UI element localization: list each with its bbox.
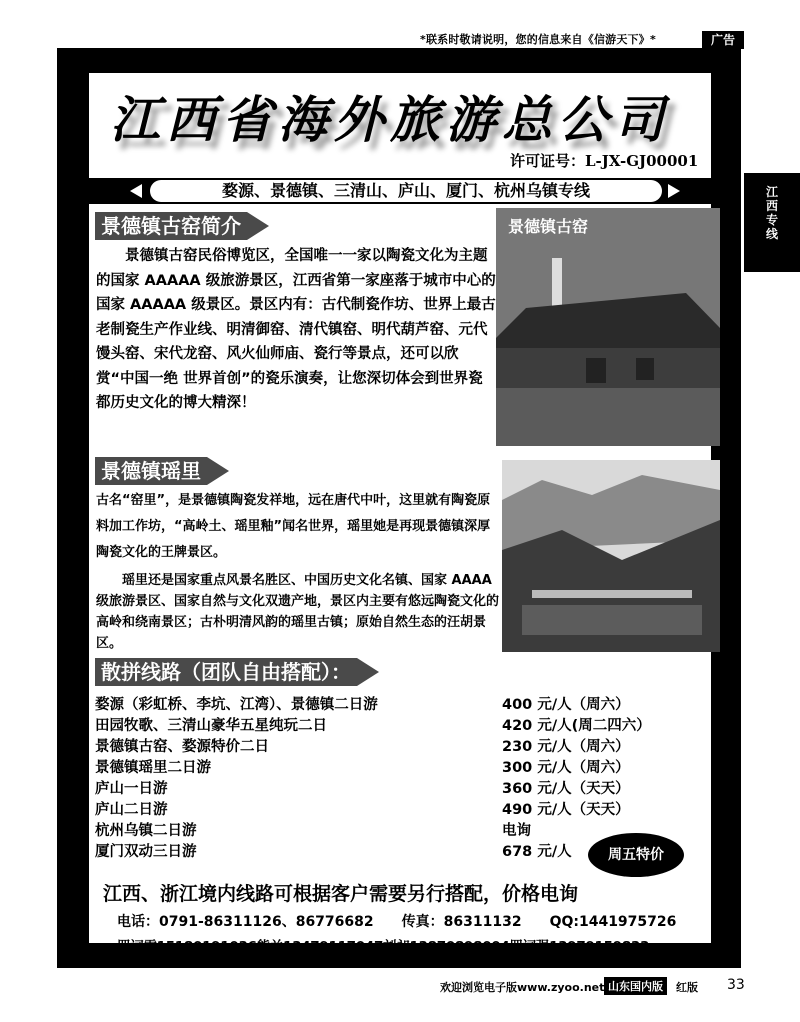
route-name: 庐山二日游	[95, 802, 168, 818]
yaoli-landscape-photo	[502, 460, 720, 652]
route-name: 杭州乌镇二日游	[95, 823, 197, 839]
list-item	[95, 798, 705, 819]
license-number: 许可证号：L-JX-GJ00001	[510, 152, 699, 170]
section-title-ancient-kiln: 景德镇古窑简介	[95, 212, 247, 240]
route-price: 360 元/人（天天）	[502, 781, 630, 797]
section-text-yaoli-2: 瑶里还是国家重点风景名胜区、中国历史文化名镇、国家 AAAA 级旅游景区、国家自然与文化双遗产地，景区内主要有悠远陶瓷文化的高岭和绕南景区；古朴明清风韵的瑶里古镇；原始自然生态的汪胡景区。	[96, 573, 500, 651]
edition-tag: 山东国内版	[604, 977, 667, 995]
list-item	[95, 777, 705, 798]
route-price: 电询	[502, 823, 531, 839]
route-name: 厦门双动三日游	[95, 844, 197, 860]
route-name: 庐山一日游	[95, 781, 168, 797]
route-name: 婺源（彩虹桥、李坑、江湾）、景德镇二日游	[95, 697, 378, 713]
custom-route-note: 江西、浙江境内线路可根据客户需要另行搭配，价格电询	[103, 883, 579, 905]
contact-phone-fax-qq: 电话：0791-86311126、86776682 传真：86311132 QQ:1441975726	[117, 914, 677, 930]
list-item	[95, 735, 705, 756]
route-bar-label: 婺源、景德镇、三清山、庐山、厦门、杭州乌镇专线	[150, 180, 662, 202]
edition-color: 红版	[676, 981, 698, 994]
list-item	[95, 756, 705, 777]
company-name: 江西省海外旅游总公司	[110, 90, 670, 149]
route-price: 678 元/人	[502, 844, 572, 860]
arrow-left-icon	[130, 184, 142, 198]
section-title-yaoli: 景德镇瑶里	[95, 457, 207, 485]
ad-tag: 广告	[702, 31, 744, 49]
route-price: 490 元/人（天天）	[502, 802, 630, 818]
friday-special-badge: 周五特价	[588, 833, 684, 877]
side-tab-label: 江西专线	[765, 185, 778, 241]
route-price: 400 元/人（周六）	[502, 697, 630, 713]
yaoli-landscape-drawing	[502, 460, 720, 652]
route-price: 300 元/人（周六）	[502, 760, 630, 776]
route-price: 230 元/人（周六）	[502, 739, 630, 755]
arrow-right-icon	[668, 184, 680, 198]
ancient-kiln-photo-caption: 景德镇古窑	[508, 217, 589, 236]
route-price: 420 元/人(周二四六）	[502, 718, 651, 734]
list-item	[95, 714, 705, 735]
route-name: 景德镇古窑、婺源特价二日	[95, 739, 269, 755]
kiln-building-drawing	[496, 208, 720, 446]
website-welcome: 欢迎浏览电子版www.zyoo.net	[440, 981, 605, 994]
route-name: 景德镇瑶里二日游	[95, 760, 211, 776]
ancient-kiln-photo	[496, 208, 720, 446]
page-number: 33	[727, 977, 745, 993]
source-notice: *联系时敬请说明，您的信息来自《信游天下》*	[420, 33, 656, 46]
list-item	[95, 693, 705, 714]
section-text-yaoli-1: 古名“窑里”，是景德镇陶瓷发祥地，远在唐代中叶，这里就有陶瓷原料加工作坊，“高岭土、瑶里釉”闻名世界，瑶里她是再现景德镇深厚陶瓷文化的王牌景区。	[96, 493, 491, 560]
section-title-routes: 散拼线路（团队自由搭配）：	[95, 658, 357, 686]
section-text-ancient-kiln: 景德镇古窑民俗博览区，全国唯一一家以陶瓷文化为主题的国家 AAAAA 级旅游景区，江西省第一家座落于城市中心的国家 AAAAA 级景区。景区内有：古代制瓷作坊、世界上最古老制瓷生产作业线、明清御窑、清代镇窑、明代葫芦窑、元代馒头窑、宋代龙窑、风火仙师庙、瓷行等景点，还可以欣赏“中国一绝 世界首创”的瓷乐演奏，让您深切体会到世界瓷都历史文化的博大精深！	[96, 248, 496, 411]
contact-persons: 罗词雷15180191036熊兰13479117047刘昶13870898004罗词强13979159833	[117, 939, 650, 955]
route-name: 田园牧歌、三清山豪华五星纯玩二日	[95, 718, 327, 734]
side-category-tab	[744, 173, 800, 272]
